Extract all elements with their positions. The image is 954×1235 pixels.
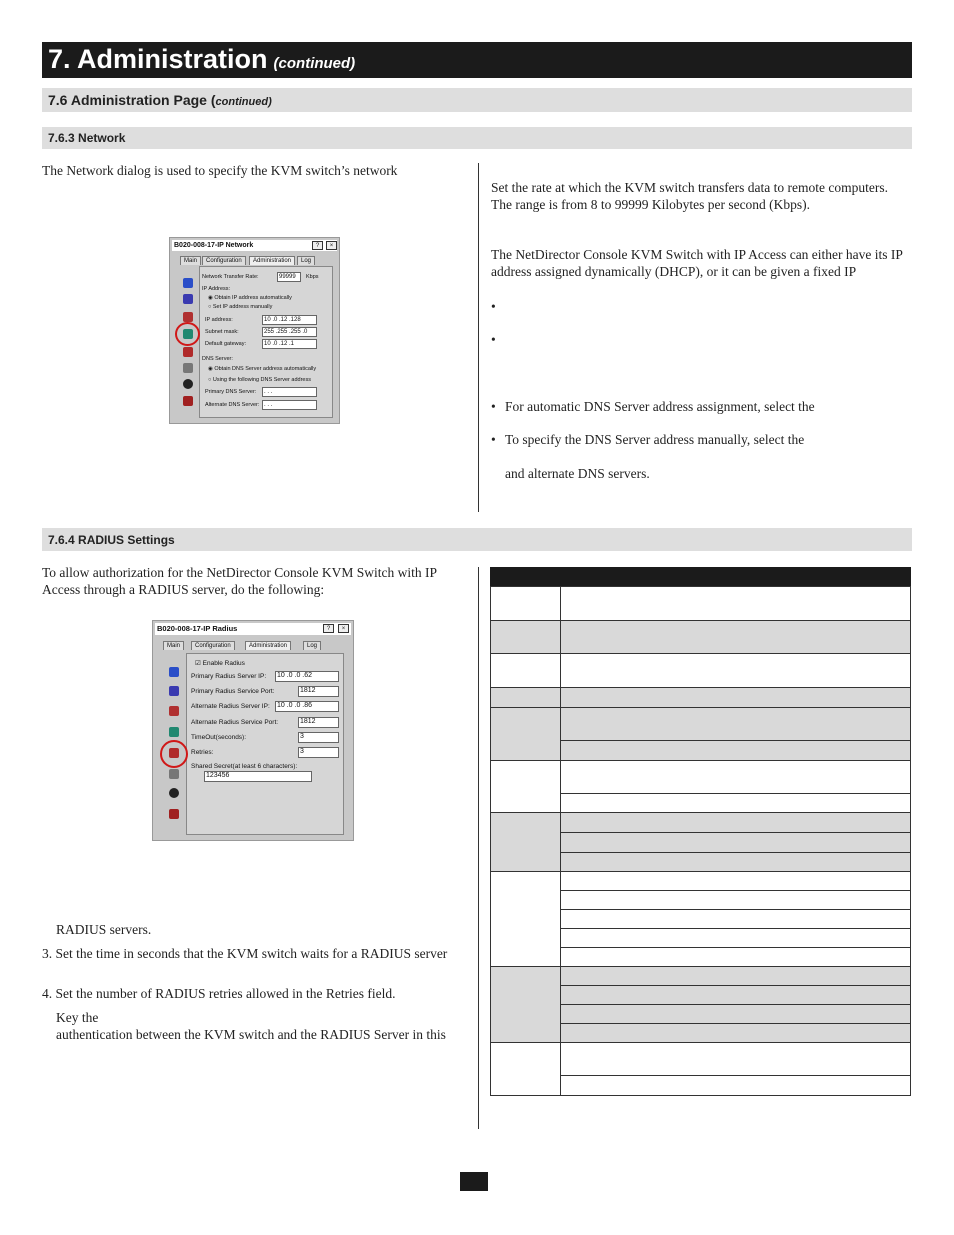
table-value-cell bbox=[560, 740, 911, 761]
table-value-cell bbox=[560, 871, 911, 891]
primary-port-label: Primary Radius Service Port: bbox=[191, 688, 275, 695]
table-header bbox=[490, 567, 911, 586]
table-value-cell bbox=[560, 1023, 911, 1043]
timeout-label: TimeOut(seconds): bbox=[191, 734, 247, 741]
tab-main: Main bbox=[163, 641, 184, 650]
table-value-cell bbox=[560, 852, 911, 872]
highlight-ring bbox=[160, 740, 188, 768]
table-label-cell bbox=[490, 620, 561, 654]
sessions-icon bbox=[169, 706, 179, 716]
radius-dialog-title: B020-008-17-IP Radius bbox=[155, 623, 351, 635]
dns-manual-cont: and alternate DNS servers. bbox=[505, 466, 650, 481]
radius-icon bbox=[183, 347, 193, 357]
table-value-cell bbox=[560, 985, 911, 1005]
network-dialog-title: B020-008-17-IP Network bbox=[172, 240, 337, 251]
table-label-cell bbox=[490, 760, 561, 813]
table-label-cell bbox=[490, 812, 561, 872]
dns-manual-text: To specify the DNS Server address manually, select the bbox=[505, 432, 805, 447]
shared-secret-label: Shared Secret(at least 6 characters): bbox=[191, 763, 298, 770]
step-5-key-text: Key the bbox=[56, 1010, 99, 1025]
shared-secret-field: 123456 bbox=[204, 771, 312, 782]
primary-ip-field: 10 .0 .0 .62 bbox=[275, 671, 339, 682]
tab-administration: Administration bbox=[245, 641, 291, 650]
close-icon: × bbox=[326, 241, 337, 250]
ip-group-label: IP Address: bbox=[202, 286, 231, 292]
primary-ip-label: Primary Radius Server IP: bbox=[191, 673, 267, 680]
security-icon bbox=[169, 769, 179, 779]
transfer-rate-field: 99999 bbox=[277, 272, 301, 282]
transfer-rate-text: Set the rate at which the KVM switch transfers data to remote computers. The range is from 8 to 99999 Kilobytes per second (Kbps). bbox=[491, 180, 889, 212]
table-value-cell bbox=[560, 1004, 911, 1024]
section-heading: 7.6 Administration Page (continued) bbox=[42, 88, 912, 112]
firmware-icon bbox=[183, 396, 193, 406]
table-label-cell bbox=[490, 1042, 561, 1096]
chapter-title: 7. Administration (continued) bbox=[48, 44, 356, 74]
default-gateway-field: 10 .0 .12 .1 bbox=[262, 339, 317, 349]
dns-auto-text: For automatic DNS Server address assignment, select the bbox=[505, 399, 815, 414]
retries-label: Retries: bbox=[191, 749, 214, 756]
table-label-cell bbox=[490, 687, 561, 708]
table-value-cell bbox=[560, 760, 911, 794]
info-icon bbox=[169, 667, 179, 677]
tab-administration: Administration bbox=[249, 256, 295, 265]
timeout-field: 3 bbox=[298, 732, 339, 743]
users-icon bbox=[183, 294, 193, 304]
table-value-cell bbox=[560, 707, 911, 741]
dns-alternate-label: Alternate DNS Server: bbox=[205, 402, 260, 408]
radius-intro: To allow authorization for the NetDirector Console KVM Switch with IP Access through a RADIUS server, do the following: bbox=[42, 565, 437, 597]
table-value-cell bbox=[560, 653, 911, 688]
tab-log: Log bbox=[303, 641, 321, 650]
dns-primary-label: Primary DNS Server: bbox=[205, 389, 257, 395]
info-icon bbox=[183, 278, 193, 288]
network-heading: 7.6.3 Network bbox=[42, 127, 912, 149]
primary-port-field: 1812 bbox=[298, 686, 339, 697]
firmware-icon bbox=[169, 809, 179, 819]
enable-radius-checkbox: ☑ Enable Radius bbox=[195, 660, 245, 667]
table-value-cell bbox=[560, 890, 911, 910]
chapter-title-bar bbox=[42, 42, 912, 78]
dns-manual-radio: ○ Using the following DNS Server address bbox=[208, 377, 311, 383]
section-heading-suffix: continued) bbox=[215, 96, 272, 108]
transfer-rate-label: Network Transfer Rate: bbox=[202, 274, 259, 280]
step-5-text: authentication between the KVM switch and the RADIUS Server in this bbox=[56, 1027, 446, 1042]
subnet-mask-label: Subnet mask: bbox=[205, 329, 239, 335]
page-number-box bbox=[460, 1172, 488, 1191]
network-icon bbox=[169, 727, 179, 737]
radius-heading: 7.6.4 RADIUS Settings bbox=[42, 528, 912, 551]
chapter-title-suffix: (continued) bbox=[273, 55, 356, 72]
dns-group-label: DNS Server: bbox=[202, 356, 233, 362]
tab-configuration: Configuration bbox=[202, 256, 246, 265]
ip-address-label: IP address: bbox=[205, 317, 233, 323]
table-value-cell bbox=[560, 1042, 911, 1076]
table-value-cell bbox=[560, 812, 911, 833]
subnet-mask-field: 255 .255 .255 .0 bbox=[262, 327, 317, 337]
step-3-text: 3. Set the time in seconds that the KVM switch waits for a RADIUS server bbox=[42, 946, 448, 961]
table-value-cell bbox=[560, 687, 911, 708]
ip-address-text: The NetDirector Console KVM Switch with IP Access can either have its IP address assigned dynamically (DHCP), or it can be given a fixed IP bbox=[491, 247, 903, 279]
table-label-cell bbox=[490, 871, 561, 967]
retries-field: 3 bbox=[298, 747, 339, 758]
network-dialog-screenshot bbox=[169, 237, 340, 424]
bullet: • bbox=[491, 399, 496, 414]
table-value-cell bbox=[560, 620, 911, 654]
bullet: • bbox=[491, 432, 496, 447]
ip-manual-radio: ○ Set IP address manually bbox=[208, 304, 273, 310]
gear-icon bbox=[183, 379, 193, 389]
column-divider bbox=[478, 163, 479, 512]
bullet: • bbox=[491, 299, 496, 314]
settings-table bbox=[490, 567, 911, 1095]
security-icon bbox=[183, 363, 193, 373]
table-value-cell bbox=[560, 909, 911, 929]
step-4-text: 4. Set the number of RADIUS retries allowed in the Retries field. bbox=[42, 986, 396, 1001]
table-label-cell bbox=[490, 966, 561, 1043]
help-icon: ? bbox=[312, 241, 323, 250]
ip-address-field: 10 .0 .12 .128 bbox=[262, 315, 317, 325]
bullet: • bbox=[491, 332, 496, 347]
table-label-cell bbox=[490, 653, 561, 688]
table-value-cell bbox=[560, 1075, 911, 1096]
table-value-cell bbox=[560, 966, 911, 986]
radius-dialog-screenshot bbox=[152, 620, 354, 841]
alternate-ip-field: 10 .0 .0 .86 bbox=[275, 701, 339, 712]
dns-primary-field: . . . bbox=[262, 387, 317, 397]
help-icon: ? bbox=[323, 624, 334, 633]
highlight-ring bbox=[175, 322, 200, 346]
table-value-cell bbox=[560, 947, 911, 967]
dns-auto-radio: ◉ Obtain DNS Server address automatically bbox=[208, 366, 317, 372]
sessions-icon bbox=[183, 312, 193, 322]
close-icon: × bbox=[338, 624, 349, 633]
alternate-ip-label: Alternate Radius Server IP: bbox=[191, 703, 270, 710]
ip-auto-radio: ◉ Obtain IP address automatically bbox=[208, 295, 292, 301]
tab-main: Main bbox=[180, 256, 201, 265]
transfer-rate-unit: Kbps bbox=[306, 274, 319, 280]
default-gateway-label: Default gateway: bbox=[205, 341, 246, 347]
alternate-port-label: Alternate Radius Service Port: bbox=[191, 719, 279, 726]
dns-alternate-field: . . . bbox=[262, 400, 317, 410]
users-icon bbox=[169, 686, 179, 696]
column-divider bbox=[478, 567, 479, 1129]
radius-servers-text: RADIUS servers. bbox=[56, 922, 152, 937]
gear-icon bbox=[169, 788, 179, 798]
table-label-cell bbox=[490, 586, 561, 621]
tab-log: Log bbox=[297, 256, 315, 265]
alternate-port-field: 1812 bbox=[298, 717, 339, 728]
table-value-cell bbox=[560, 793, 911, 813]
table-value-cell bbox=[560, 586, 911, 621]
tab-configuration: Configuration bbox=[191, 641, 235, 650]
network-intro: The Network dialog is used to specify the KVM switch’s network bbox=[42, 163, 398, 178]
table-value-cell bbox=[560, 928, 911, 948]
table-label-cell bbox=[490, 707, 561, 761]
table-value-cell bbox=[560, 832, 911, 853]
